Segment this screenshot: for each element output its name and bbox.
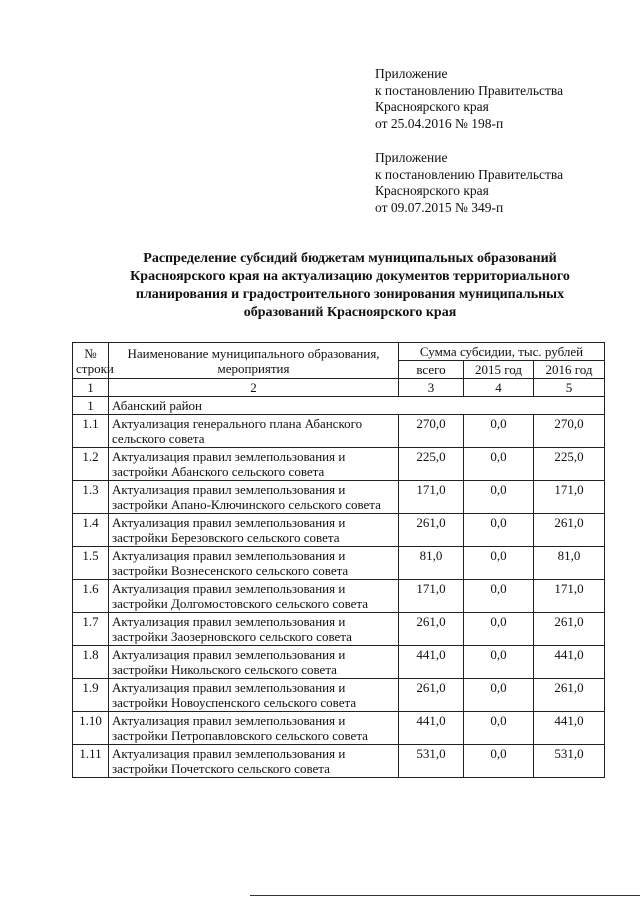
row-num: 1.7: [73, 613, 109, 646]
row-2015: 0,0: [464, 481, 534, 514]
table-row: [73, 448, 605, 481]
appendix-2-line-1: Приложение: [375, 150, 448, 165]
row-name: Актуализация правил землепользования и застройки Березовского сельского совета: [109, 514, 399, 547]
row-num: 1.2: [73, 448, 109, 481]
row-name: Актуализация правил землепользования и застройки Апано-Ключинского сельского совета: [109, 481, 399, 514]
title-line-4: образований Красноярского края: [243, 305, 457, 320]
header-num: № строки: [73, 343, 109, 379]
row-total: 441,0: [399, 646, 464, 679]
row-2015: 0,0: [464, 712, 534, 745]
appendix-2-line-4: от 09.07.2015 № 349-п: [375, 199, 504, 215]
appendix-1-line-2: к постановлению Правительства: [375, 82, 564, 98]
row-2015: 0,0: [464, 415, 534, 448]
row-name: Актуализация правил землепользования и застройки Новоуспенского сельского совета: [109, 679, 399, 712]
index-cell: 1: [73, 379, 109, 397]
table-row: [73, 712, 605, 745]
row-2016: 171,0: [534, 580, 605, 613]
index-cell: 2: [109, 379, 399, 397]
row-total: 171,0: [399, 481, 464, 514]
table-row: [73, 646, 605, 679]
table-row: [73, 613, 605, 646]
table-row: [73, 547, 605, 580]
row-total: 81,0: [399, 547, 464, 580]
appendix-block-2: [375, 150, 563, 216]
row-name: Актуализация генерального плана Абанского сельского совета: [109, 415, 399, 448]
index-cell: 5: [534, 379, 605, 397]
row-total: 225,0: [399, 448, 464, 481]
header-name: Наименование муниципального образования, мероприятия: [109, 343, 399, 379]
row-2015: 0,0: [464, 514, 534, 547]
appendix-2-line-2: к постановлению Правительства: [375, 166, 564, 182]
district-row: [73, 397, 605, 415]
row-2016: 261,0: [534, 613, 605, 646]
row-num: 1.5: [73, 547, 109, 580]
header-2015: 2015 год: [464, 361, 534, 379]
row-num: 1.8: [73, 646, 109, 679]
row-num: 1.4: [73, 514, 109, 547]
table-header-row-1: [73, 343, 605, 361]
row-2016: 261,0: [534, 679, 605, 712]
header-sum: Сумма субсидии, тыс. рублей: [399, 343, 605, 361]
row-2015: 0,0: [464, 547, 534, 580]
row-total: 261,0: [399, 613, 464, 646]
row-2015: 0,0: [464, 679, 534, 712]
appendix-1-line-1: Приложение: [375, 66, 448, 81]
row-total: 171,0: [399, 580, 464, 613]
row-2016: 441,0: [534, 646, 605, 679]
appendix-1-line-3: Красноярского края: [375, 99, 489, 114]
row-2016: 441,0: [534, 712, 605, 745]
row-2015: 0,0: [464, 448, 534, 481]
row-num: 1.9: [73, 679, 109, 712]
district-name: Абанский район: [109, 397, 605, 415]
row-2015: 0,0: [464, 646, 534, 679]
document-title: [90, 250, 610, 322]
appendix-1-line-4: от 25.04.2016 № 198-п: [375, 115, 504, 131]
title-line-2: Красноярского края на актуализацию документов территориального: [130, 269, 570, 284]
row-2016: 225,0: [534, 448, 605, 481]
row-num: 1.10: [73, 712, 109, 745]
index-cell: 4: [464, 379, 534, 397]
row-total: 531,0: [399, 745, 464, 778]
row-num: 1.6: [73, 580, 109, 613]
row-2016: 270,0: [534, 415, 605, 448]
table-row: [73, 679, 605, 712]
page-bottom-rule: [250, 895, 640, 896]
row-num: 1.1: [73, 415, 109, 448]
row-name: Актуализация правил землепользования и застройки Петропавловского сельского совета: [109, 712, 399, 745]
row-2015: 0,0: [464, 613, 534, 646]
row-name: Актуализация правил землепользования и застройки Долгомостовского сельского совета: [109, 580, 399, 613]
row-name: Актуализация правил землепользования и застройки Абанского сельского совета: [109, 448, 399, 481]
row-num: 1.11: [73, 745, 109, 778]
row-total: 261,0: [399, 679, 464, 712]
district-num: 1: [73, 397, 109, 415]
row-2015: 0,0: [464, 745, 534, 778]
row-2015: 0,0: [464, 580, 534, 613]
appendix-2-line-3: Красноярского края: [375, 183, 489, 198]
row-name: Актуализация правил землепользования и застройки Вознесенского сельского совета: [109, 547, 399, 580]
header-total: всего: [399, 361, 464, 379]
table-row: [73, 514, 605, 547]
row-2016: 171,0: [534, 481, 605, 514]
header-2016: 2016 год: [534, 361, 605, 379]
row-name: Актуализация правил землепользования и застройки Никольского сельского совета: [109, 646, 399, 679]
row-total: 261,0: [399, 514, 464, 547]
row-2016: 81,0: [534, 547, 605, 580]
subsidy-table: [72, 342, 605, 778]
table-row: [73, 580, 605, 613]
row-2016: 531,0: [534, 745, 605, 778]
index-cell: 3: [399, 379, 464, 397]
table-row: [73, 481, 605, 514]
column-index-row: [73, 379, 605, 397]
row-total: 270,0: [399, 415, 464, 448]
title-line-1: Распределение субсидий бюджетам муниципальных образований: [143, 251, 557, 266]
appendix-block-1: [375, 66, 563, 132]
table-row: [73, 415, 605, 448]
row-total: 441,0: [399, 712, 464, 745]
row-name: Актуализация правил землепользования и застройки Заозерновского сельского совета: [109, 613, 399, 646]
row-name: Актуализация правил землепользования и застройки Почетского сельского совета: [109, 745, 399, 778]
row-num: 1.3: [73, 481, 109, 514]
row-2016: 261,0: [534, 514, 605, 547]
table-row: [73, 745, 605, 778]
title-line-3: планирования и градостроительного зонирования муниципальных: [135, 287, 565, 302]
